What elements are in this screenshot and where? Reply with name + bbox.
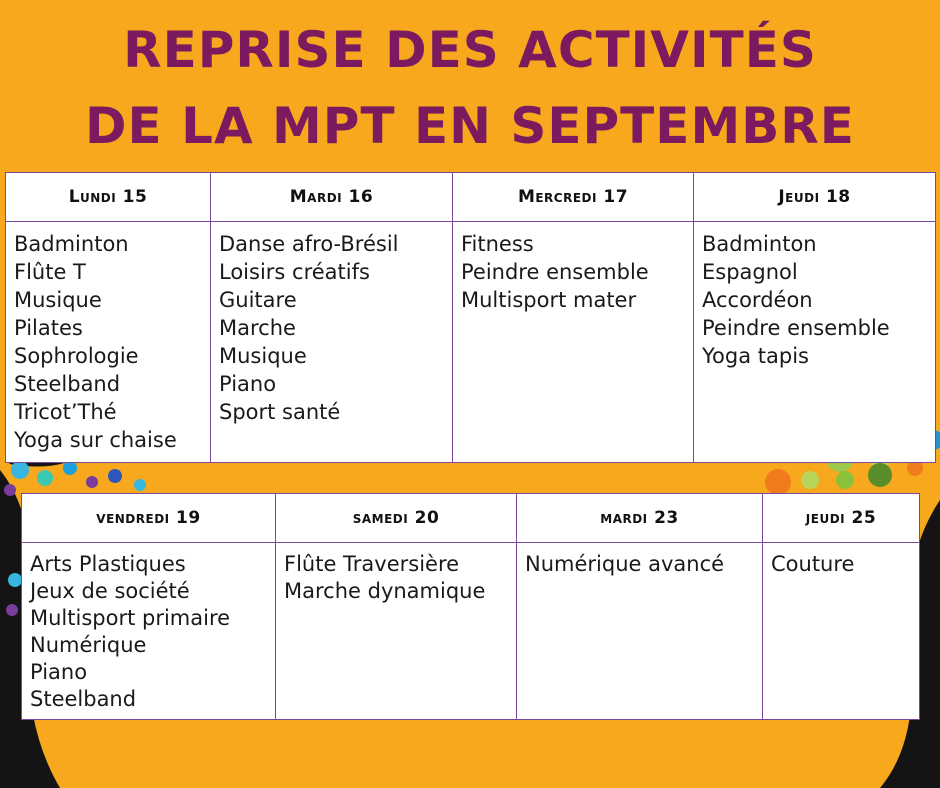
activity-item: Multisport primaire bbox=[30, 606, 231, 630]
activities-cell bbox=[517, 543, 763, 720]
activity-item: Espagnol bbox=[702, 260, 798, 284]
activity-item: Musique bbox=[219, 344, 307, 368]
activities-cell bbox=[453, 222, 694, 463]
activity-item: Piano bbox=[219, 372, 277, 396]
activities-cell bbox=[276, 543, 517, 720]
activity-item: Pilates bbox=[14, 316, 83, 340]
schedule-table-week-1 bbox=[5, 172, 936, 463]
activity-item: Piano bbox=[30, 660, 88, 684]
activities-cell bbox=[763, 543, 920, 720]
day-header: Lundi 15 bbox=[6, 173, 211, 222]
activity-item: Numérique bbox=[30, 633, 147, 657]
activity-item: Yoga tapis bbox=[702, 344, 809, 368]
activity-item: Marche dynamique bbox=[284, 579, 486, 603]
day-header: Mardi 16 bbox=[211, 173, 453, 222]
day-header: jeudi 25 bbox=[763, 494, 920, 543]
activities-cell bbox=[694, 222, 936, 463]
activities-cell bbox=[22, 543, 276, 720]
activity-item: Peindre ensemble bbox=[461, 260, 649, 284]
activity-item: Couture bbox=[771, 552, 855, 576]
activity-item: Jeux de société bbox=[30, 579, 190, 603]
activity-item: Fitness bbox=[461, 232, 534, 256]
activities-cell bbox=[6, 222, 211, 463]
activity-item: Numérique avancé bbox=[525, 552, 725, 576]
activities-cell bbox=[211, 222, 453, 463]
day-header: samedi 20 bbox=[276, 494, 517, 543]
activity-item: Danse afro-Brésil bbox=[219, 232, 399, 256]
activity-item: Yoga sur chaise bbox=[14, 428, 177, 452]
activity-item: Steelband bbox=[30, 687, 137, 711]
activity-item: Flûte T bbox=[14, 260, 86, 284]
day-header: Mercredi 17 bbox=[453, 173, 694, 222]
activity-item: Arts Plastiques bbox=[30, 552, 186, 576]
activity-item: Peindre ensemble bbox=[702, 316, 890, 340]
activity-item: Musique bbox=[14, 288, 102, 312]
title-line-1: REPRISE DES ACTIVITÉS bbox=[123, 21, 817, 79]
activity-item: Steelband bbox=[14, 372, 121, 396]
day-header: Jeudi 18 bbox=[694, 173, 936, 222]
schedule-table-week-2 bbox=[21, 493, 920, 720]
activity-item: Sport santé bbox=[219, 400, 341, 424]
page-title bbox=[0, 12, 940, 164]
activity-item: Multisport mater bbox=[461, 288, 637, 312]
activity-item: Sophrologie bbox=[14, 344, 139, 368]
title-line-2: DE LA MPT EN SEPTEMBRE bbox=[85, 97, 855, 155]
activity-item: Marche bbox=[219, 316, 296, 340]
day-header: vendredi 19 bbox=[22, 494, 276, 543]
activity-item: Guitare bbox=[219, 288, 297, 312]
activity-item: Flûte Traversière bbox=[284, 552, 460, 576]
activity-item: Accordéon bbox=[702, 288, 813, 312]
activity-item: Badminton bbox=[702, 232, 817, 256]
activity-item: Badminton bbox=[14, 232, 129, 256]
activity-item: Tricot’Thé bbox=[14, 400, 117, 424]
day-header: mardi 23 bbox=[517, 494, 763, 543]
activity-item: Loisirs créatifs bbox=[219, 260, 370, 284]
